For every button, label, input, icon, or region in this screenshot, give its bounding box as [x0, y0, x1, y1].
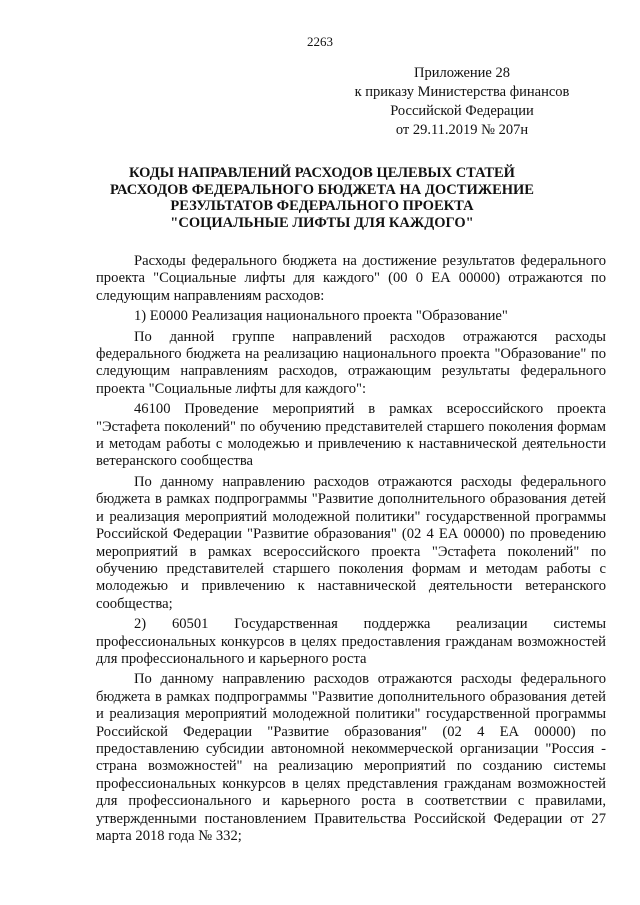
document-title: [90, 165, 554, 231]
appendix-line: от 29.11.2019 № 207н: [395, 122, 529, 138]
title-line: РАСХОДОВ ФЕДЕРАЛЬНОГО БЮДЖЕТА НА ДОСТИЖЕНИЕ: [110, 181, 534, 198]
appendix-header: [344, 64, 580, 140]
appendix-line: к приказу Министерства финансов: [354, 84, 570, 100]
code-60501-description: По данному направлению расходов отражаются расходы федерального бюджета в рамках подпрограммы "Развитие дополнительного образования детей и реализация мероприятий молодежной политики" государственной программы Российской Федерации "Развитие образования" (02 4 ЕА 00000) по предоставлению субсидии автономной некоммерческой организации "Россия - страна возможностей" на реализацию мероприятий по созданию системы профессиональных конкурсов в целях представления гражданам возможностей для профессионального и карьерного роста в соответствии с правилами, утвержденными постановлением Правительства Российской Федерации от 27 марта 2018 года № 332;: [96, 671, 606, 844]
intro-paragraph: Расходы федерального бюджета на достижение результатов федерального проекта "Социальные лифты для каждого" (00 0 ЕА 00000) отражаются по следующим направлениям расходов:: [96, 253, 606, 304]
code-46100-description: По данному направлению расходов отражаются расходы федерального бюджета в рамках подпрограммы "Развитие дополнительного образования детей и реализация мероприятий молодежной политики" государственной программы Российской Федерации "Развитие образования" (02 4 ЕА 00000) по проведению мероприятий в рамках всероссийского проекта "Эстафета поколений" по обучению представителей старшего поколения формам и методам работы с молодежью и привлечению к наставнической деятельности ветеранского сообщества;: [96, 473, 606, 612]
title-line: КОДЫ НАПРАВЛЕНИЙ РАСХОДОВ ЦЕЛЕВЫХ СТАТЕЙ: [129, 165, 515, 181]
document-body: [96, 253, 606, 848]
section-heading-education: 1) Е0000 Реализация национального проекта "Образование": [134, 308, 508, 325]
title-line: "СОЦИАЛЬНЫЕ ЛИФТЫ ДЛЯ КАЖДОГО": [170, 214, 474, 231]
title-line: РЕЗУЛЬТАТОВ ФЕДЕРАЛЬНОГО ПРОЕКТА: [170, 198, 474, 214]
appendix-line: Приложение 28: [414, 65, 510, 81]
section-description-paragraph: По данной группе направлений расходов отражаются расходы федерального бюджета на реализацию национального проекта "Образование" по следующим направлениям расходов, отражающим результаты федерального проекта "Социальные лифты для каждого":: [96, 328, 606, 397]
section-heading-60501: 2) 60501 Государственная поддержка реализации системы профессиональных конкурсов в целях предоставления гражданам возможностей для профессионального и карьерного роста: [96, 616, 606, 667]
page-number: 2263: [307, 34, 333, 49]
appendix-line: Российской Федерации: [390, 103, 534, 119]
code-46100-paragraph: 46100 Проведение мероприятий в рамках всероссийского проекта "Эстафета поколений" по обучению представителей старшего поколения формам и методам работы с молодежью и привлечению к наставнической деятельности ветеранского сообщества: [96, 401, 606, 470]
